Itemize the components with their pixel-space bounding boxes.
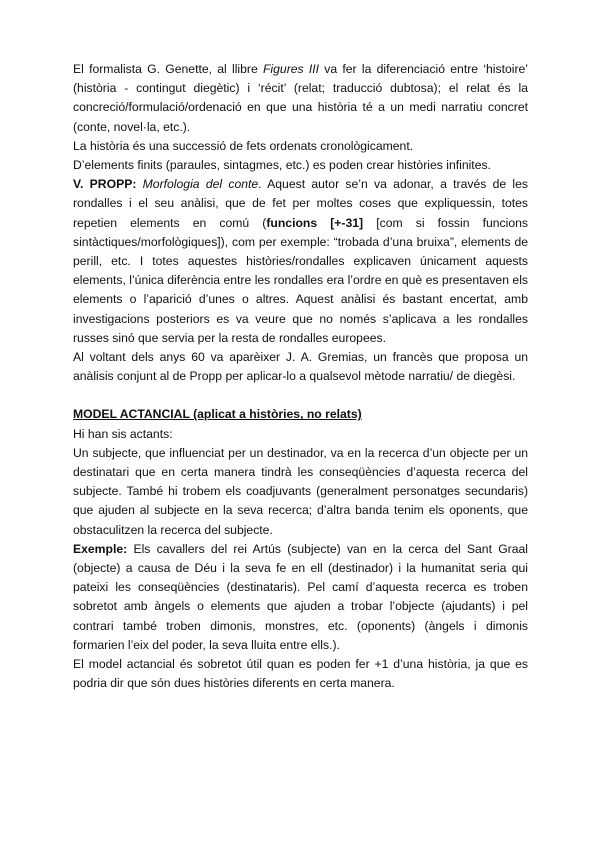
paragraph-elements: D’elements finits (paraules, sintagmes, etc.) es poden crear històries infinites. [73, 158, 491, 173]
paragraph-gremias: Al voltant dels anys 60 va aparèixer J. A. Gremias, un francès que proposa un anàlisis conjunt al de Propp per aplicar-lo a qualsevol mètode narratiu/ de diegèsi. [73, 350, 528, 384]
paragraph-text: El formalista G. Genette, al llibre [73, 62, 263, 76]
paragraph-text: [com si fossin funcions sintàctiques/morfològiques]), com per exemple: “trobada d’una bruixa”, elements de perill, etc. I totes aquestes històries/rondalles explicaven únicament aquests elements, l’única diferència entre les rondalles era l’ordre en què es presentaven els elements o l’aparició d’unes o altres. Aquest anàlisi és bastant encertat, amb investigacions posteriors es va veure que no només s’aplicava a les rondalles russes sinó que servia per la resta de rondalles europees. [73, 215, 528, 345]
funcions-term: funcions [+-31] [266, 215, 364, 230]
section-heading: MODEL ACTANCIAL (aplicat a històries, no relats) [73, 407, 362, 422]
paragraph-text: . Aquest autor se’n va adonar, a través de les rondalles i el seu anàlisi, que de fet per moltes coses que expliquessin, totes repetien elements en comú ( [73, 177, 528, 230]
paragraph-propp [73, 175, 528, 348]
paragraph-text: Els cavallers del rei Artús (subjecte) van en la cerca del Sant Graal (objecte) a causa de Déu i la seva fe en ell (destinador) i la humanitat seria qui pateixi les conseqüències (destinataris). Pel camí d’aquesta recerca es troben sobretot amb àngels o elements que ajuden a trobar l’objecte (ajudants) i pel contrari també troben dimonis, monstres, etc. (oponents) (àngels i dimonis formarien l’eix del poder, la seva lluita entre ells.). [73, 541, 528, 652]
spacer [73, 386, 528, 405]
paragraph-text: va fer la diferenciació entre ‘histoire’ (història - contingut diegètic) i ‘récit’ (relat; traducció dubtosa); el relat és la concreció/formulació/ordenació en que una història té a un medi narratiu concret (conte, novel·la, etc.). [73, 62, 528, 134]
propp-label: V. PROPP: [73, 177, 137, 192]
book-title: Figures III [262, 62, 320, 76]
paragraph-conclusion: El model actancial és sobretot útil quan es poden fer +1 d’una història, ja que es podria dir que són dues històries diferents en certa manera. [73, 657, 528, 691]
document-page [73, 60, 528, 694]
paragraph-actants-description: Un subjecte, que influenciat per un destinador, va en la recerca d’un objecte per un destinatari que en certa manera tindrà les conseqüències d’aquesta recerca del subjecte. També hi trobem els coadjuvants (generalment personatges secundaris) que ajuden al subjecte en la seva recerca; d’altra banda tenim els oponents, que obstaculitzen la recerca del subjecte. [73, 445, 528, 537]
paragraph-genette [73, 60, 528, 137]
paragraph-historia: La història és una successió de fets ordenats cronològicament. [73, 138, 414, 153]
book-title: Morfologia del conte [142, 177, 259, 192]
example-label: Exemple: [73, 541, 128, 556]
paragraph-example [73, 540, 528, 655]
paragraph-actants-intro: Hi han sis actants: [73, 426, 173, 441]
